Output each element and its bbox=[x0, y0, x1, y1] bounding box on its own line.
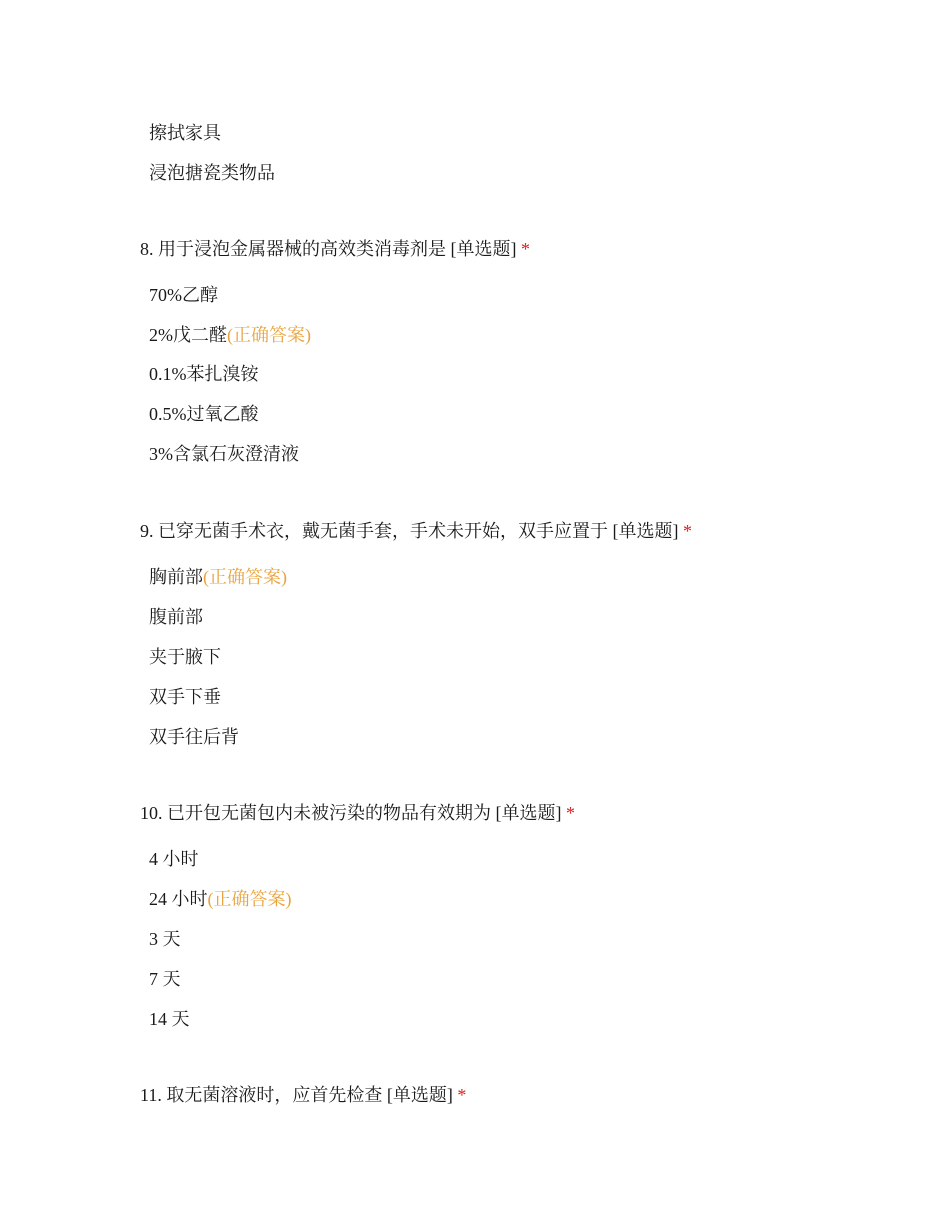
required-mark: * bbox=[457, 1085, 467, 1105]
q8-option-1 bbox=[149, 283, 218, 307]
option-label: 4 小时 bbox=[149, 849, 199, 869]
option-label: 擦拭家具 bbox=[149, 123, 221, 143]
q9-option-5 bbox=[149, 725, 239, 749]
question-text: 10. 已开包无菌包内未被污染的物品有效期为 [单选题] bbox=[140, 803, 562, 823]
option-label: 70%乙醇 bbox=[149, 285, 218, 305]
option-label: 夹于腋下 bbox=[149, 647, 221, 667]
option-label: 浸泡搪瓷类物品 bbox=[149, 163, 275, 183]
q8-option-2 bbox=[149, 323, 311, 347]
q9-option-4 bbox=[149, 685, 221, 709]
option-label: 14 天 bbox=[149, 1009, 190, 1029]
q10-option-5 bbox=[149, 1007, 190, 1031]
required-mark: * bbox=[683, 521, 692, 541]
q10-option-4 bbox=[149, 967, 181, 991]
question-text: 8. 用于浸泡金属器械的高效类消毒剂是 [单选题] bbox=[140, 239, 517, 259]
question-9-title bbox=[140, 519, 692, 543]
correct-answer-tag: (正确答案) bbox=[203, 567, 287, 587]
option-label: 2%戊二醛 bbox=[149, 325, 227, 345]
option-label: 7 天 bbox=[149, 969, 181, 989]
option-wipe-furniture bbox=[149, 121, 221, 145]
question-10-title bbox=[140, 801, 575, 825]
q9-option-3 bbox=[149, 645, 221, 669]
required-mark: * bbox=[521, 239, 530, 259]
q10-option-2 bbox=[149, 887, 292, 911]
correct-answer-tag: (正确答案) bbox=[207, 889, 292, 909]
q8-option-5 bbox=[149, 442, 299, 466]
option-label: 0.5%过氧乙酸 bbox=[149, 404, 259, 424]
q9-option-2 bbox=[149, 605, 203, 629]
option-label: 胸前部 bbox=[149, 567, 203, 587]
q9-option-1 bbox=[149, 565, 287, 589]
q8-option-4 bbox=[149, 402, 259, 426]
question-8-title bbox=[140, 237, 530, 261]
required-mark: * bbox=[566, 803, 575, 823]
option-label: 0.1%苯扎溴铵 bbox=[149, 364, 259, 384]
option-label: 3%含氯石灰澄清液 bbox=[149, 444, 299, 464]
option-label: 24 小时 bbox=[149, 889, 208, 909]
option-soak-enamel bbox=[149, 161, 275, 185]
option-label: 腹前部 bbox=[149, 607, 203, 627]
question-text: 9. 已穿无菌手术衣，戴无菌手套，手术未开始，双手应置于 [单选题] bbox=[140, 521, 679, 541]
question-11-title bbox=[140, 1083, 466, 1107]
q10-option-1 bbox=[149, 847, 199, 871]
q8-option-3 bbox=[149, 362, 259, 386]
option-label: 双手下垂 bbox=[149, 687, 221, 707]
option-label: 3 天 bbox=[149, 929, 181, 949]
option-label: 双手往后背 bbox=[149, 727, 239, 747]
question-text: 11. 取无菌溶液时，应首先检查 [单选题] bbox=[140, 1085, 453, 1105]
correct-answer-tag: (正确答案) bbox=[227, 325, 311, 345]
q10-option-3 bbox=[149, 927, 181, 951]
